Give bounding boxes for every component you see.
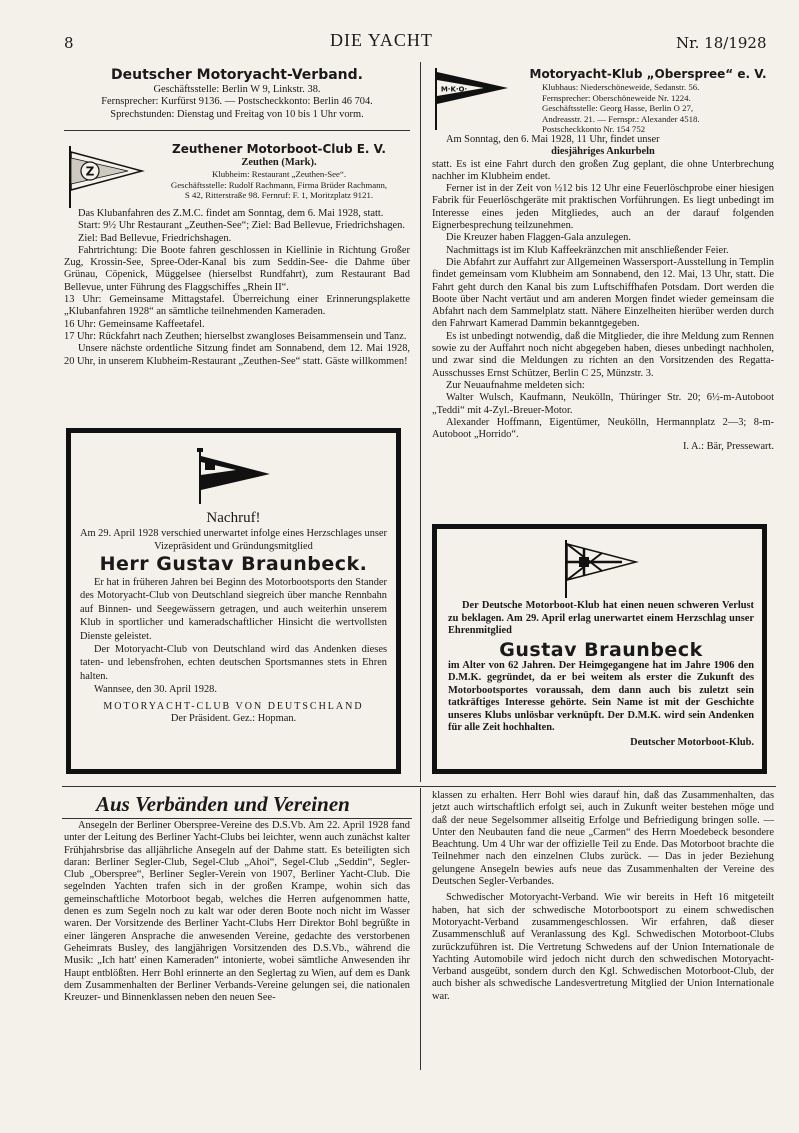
- zmc-paragraph: 17 Uhr: Rückfahrt nach Zeuthen; hierselbst zwangloses Beisammensein und Tanz.: [64, 330, 407, 342]
- zmc-paragraph: Fahrtrichtung: Die Boote fahren geschlossen in Kiellinie in Richtung Großer Zug, Krossin-See, Spree-Oder-Kanal bis zum Seddin-See- die Dahme über Grünau, Cöpenick, Müggelsee (hierselbst Rundfahrt), zum Restaurant Bad Bellevue, unter Führung des Flaggschiffes „Rhein II“.: [64, 244, 410, 293]
- zmc-header: [148, 142, 410, 201]
- obituary-intro: Am 29. April 1928 verschied unerwartet infolge eines Herzschlages unser Vizepräsident und Gründungsmitglied: [80, 528, 388, 552]
- zmc-subtitle: Zeuthen (Mark).: [241, 157, 317, 168]
- obituary-sign: Deutscher Motorboot-Klub.: [630, 736, 754, 748]
- dmv-hours: Sprechstunden: Dienstag und Freitag von 10 bis 1 Uhr vorm.: [110, 108, 364, 120]
- obituary-mcd-body: [80, 508, 387, 726]
- mko-paragraph: Am Sonntag, den 6. Mai 1928, 11 Uhr, findet unser: [446, 134, 660, 145]
- obituary-date: Wannsee, den 30. April 1928.: [94, 684, 217, 696]
- mko-paragraph: Ferner ist in der Zeit von ½12 bis 12 Uhr eine Feuerlöschprobe einer hiesigen Fabrik für Feuerlöschgeräte mit praktischen Vorführungen. Es liegt unbedingt im Interesse eines jeden Mitgliedes, auch an der darauf folgenden Eignerbesprechung teilzunehmen.: [432, 183, 774, 232]
- mko-paragraph: Zur Neuaufnahme meldeten sich:: [446, 379, 585, 391]
- mko-body: [432, 134, 774, 454]
- zmc-office: Geschäftsstelle: Rudolf Rachmann, Firma Brüder Rachmann,: [170, 179, 388, 190]
- zmc-paragraph: Das Klubanfahren des Z.M.C. findet am Sonntag, dem 6. Mai 1928, statt.: [78, 208, 384, 219]
- mko-paragraph: Die Abfahrt zur Auffahrt zur Allgemeinen Wassersport-Ausstellung in Templin findet gemeinsam vom Klubheim am Sonnabend, den 12. Mai, 13 Uhr, statt. Die Fahrt geht durch den Kanal bis zum Luftschiffhafen Potsdam. Dort werden die Boote über Nacht vertäut und am anderen Morgen findet wieder gemeinsam die Abfahrt nach dem Sammelplatz statt. Nähere Einzelheiten hierüber werden durch den Fahrwart Kamerad Dammin bekanntgegeben.: [432, 256, 774, 330]
- zmc-paragraph: Start: 9½ Uhr Restaurant „Zeuthen-See“; Ziel: Bad Bellevue, Friedrichshagen.: [78, 220, 405, 232]
- zmc-paragraph: 13 Uhr: Gemeinsame Mittagstafel. Überreichung einer Erinnerungsplakette „Klubanfahren 1928“ an sämtliche teilnehmenden Kameraden.: [64, 294, 410, 318]
- mko-paragraph: Walter Wulsch, Kaufmann, Neukölln, Thüringer Str. 20; 6½-m-Autoboot „Teddi“ mit 4-Zyl.-Breuer-Motor.: [432, 392, 774, 416]
- column-divider: [420, 788, 421, 1070]
- page-title: DIE YACHT: [330, 30, 433, 50]
- mko-paragraph: Alexander Hoffmann, Eigentümer, Neukölln, Hermannplatz 2—3; 8-m-Autoboot „Horrido“.: [432, 416, 774, 441]
- obituary-intro: Der Deutsche Motorboot-Klub hat einen neuen schweren Verlust zu beklagen. Am 29. April erlag unerwartet einem Herzschlag unser Ehrenmitglied: [448, 600, 754, 636]
- mko-pennant-icon: [432, 68, 512, 130]
- zmc-contact: S 42, Ritterstraße 98. Fernruf: F. 1, Moritzplatz 9121.: [184, 190, 374, 201]
- section-heading: Aus Verbänden und Vereinen: [96, 792, 350, 816]
- verbaende-right-column: [432, 790, 774, 1003]
- mko-flag-text: M·K·O·: [440, 85, 468, 94]
- mko-paragraph: Es ist unbedingt notwendig, daß die Mitglieder, die ihre Meldung zum Rennen sowie zu der Auffahrt noch nicht abgegeben haben, dieses unbedingt nachholen, und zwar sind die Meldungen zu richten an den Vorsitzenden des Regatta-Ausschusses Ernst Schützer, Berlin C 25, Münzstr. 3.: [432, 330, 774, 379]
- section-rule: [62, 786, 776, 787]
- obituary-sign: Der Präsident. Gez.: Hopman.: [170, 713, 297, 725]
- zmc-clubhouse: Klubheim: Restaurant „Zeuthen-See“.: [211, 169, 347, 180]
- obituary-name: Gustav Braunbeck: [499, 638, 703, 661]
- zmc-flag-letter: Z: [85, 164, 95, 179]
- obituary-org: MOTORYACHT-CLUB VON DEUTSCHLAND: [103, 701, 364, 713]
- mko-sign: I. A.: Bär, Pressewart.: [682, 441, 774, 453]
- page-number: 8: [64, 34, 74, 52]
- dmv-phone: Fernsprecher: Kurfürst 9136. — Postscheckkonto: Berlin 46 704.: [101, 96, 373, 108]
- obituary-paragraph: im Alter von 62 Jahren. Der Heimgegangene hat im Jahre 1906 den D.M.K. gegründet, da er bei weitem als erster die Zukunft des Motorbootsportes voraussah, dem dann auch bis zuletzt sein tatkräftiges Interesse gehörte. Sein Name ist mit der Geschichte unseres Klubs unlösbar verknüpft. Der D.M.K. wird sein Andenken für alle Zeit hochhalten.: [448, 659, 754, 734]
- mko-paragraph: statt. Es ist eine Fahrt durch den großen Zug geplant, die ohne Unterbrechung nachher im Klubheim endet.: [432, 158, 774, 182]
- dmv-address: Geschäftsstelle: Berlin W 9, Linkstr. 38.: [153, 84, 321, 95]
- mko-address: Andreasstr. 21. — Fernspr.: Alexander 4518.: [542, 113, 700, 124]
- dmv-section: [62, 66, 412, 121]
- mko-header: [520, 66, 776, 135]
- mko-title: Motoryacht-Klub „Oberspree“ e. V.: [529, 67, 767, 81]
- zmc-paragraph: 16 Uhr: Gemeinsame Kaffeetafel.: [64, 318, 205, 330]
- zmc-pennant-icon: [66, 146, 146, 208]
- dmk-pennant-icon: [562, 540, 640, 598]
- obituary-paragraph: Er hat in früheren Jahren bei Beginn des Motorbootsports den Stander des Motoryacht-Club von Deutschland siegreich über manche Rennbahn auf Binnen- und Seegewässern getragen, und auch weiterhin unserem Klub in sportlicher und kameradschaftlicher Hinsicht die wertvollsten Dienste geleistet.: [80, 576, 387, 642]
- obituary-dmk-body: [448, 600, 754, 749]
- mko-phone: Fernsprecher: Oberschöneweide Nr. 1224.: [542, 92, 691, 103]
- issue-number: Nr. 18/1928: [676, 34, 767, 52]
- ansegeln-article: Ansegeln der Berliner Oberspree-Vereine des D.S.Vb. Am 22. April 1928 fand unter der Leitung des Berliner Yacht-Clubs bei leichter, wenn auch zunächst kalter Frühjahrsbrise das alljährliche Ansegeln auf der Dahme statt. Es beteiligten sich daran: Berliner Segler-Club, Segel-Club „Ahoi“, Segel-Club „Seddin“, Segler-Club „Oberspree“, Berliner Segler-Verein von 1907, Berliner Yacht-Club. Die segelnden Yachten trafen sich in der großen Krampe, wohin sich das gemeinschaftliche Motorboot begab, welches die Herren aufgenommen hatte, denen es zum Segeln noch zu kalt war oder deren Boote noch nicht im Wasser waren. Der Vorsitzende des Berliner Yacht-Clubs Herr Direktor Bohl begrüßte in einer längeren Ansprache die anwesenden Vereine, gedachte des verstorbenen Geheimrats Busley, des langjährigen Vorsitzenden des D.S.Vb., während die Musik: „Ich hatt' einen Kameraden“ intonierte, wobei sämtliche Anwesenden ihr Haupt entblößten. Herr Bohl erinnerte an den Seglertag zu Wien, auf dem es Dank dem Zusammenhalten der Berliner Verbands-Vereine gelungen sei, die nationalen Kreuzer- und Binnenklassen neben den neuen See-: [64, 820, 410, 1004]
- obituary-name: Herr Gustav Braunbeck.: [99, 552, 368, 575]
- mko-paragraph: Nachmittags ist im Klub Kaffeekränzchen mit anschließender Feier.: [446, 244, 729, 256]
- mko-paragraph: Die Kreuzer haben Flaggen-Gala anzulegen.: [446, 232, 631, 244]
- zmc-paragraph: Ziel: Bad Bellevue, Friedrichshagen.: [78, 232, 232, 244]
- obituary-paragraph: Der Motoryacht-Club von Deutschland wird das Andenken dieses taten- und lebensfrohen, echten deutschen Sportsmannes stets in Ehren halten.: [80, 643, 387, 682]
- mko-clubhouse: Klubhaus: Niederschöneweide, Sedanstr. 56.: [542, 82, 700, 92]
- divider-rule: [64, 130, 410, 131]
- mcd-pennant-icon: [196, 448, 274, 504]
- zmc-body: [64, 208, 410, 368]
- mko-office: Geschäftsstelle: Georg Hasse, Berlin O 27,: [542, 103, 694, 113]
- zmc-title: Zeuthener Motorboot-Club E. V.: [172, 142, 386, 156]
- obituary-heading: Nachruf!: [206, 510, 261, 526]
- ansegeln-article-cont: klassen zu erhalten. Herr Bohl wies darauf hin, daß das Zusammenhalten, das jetzt auch wirtschaftlich erfolgt sei, auch in Zukunft weiter bestehen möge und daß der neue Segelsommer allseitig Erfolge und Befriedigung bringen solle. — Unter den Neubauten fand die neue „Carmen“ des Herrn Moedebeck besondere Beachtung. Um 4 Uhr war der offizielle Teil zu Ende. Das Motorboot brachte die Teilnehmer nach den einzelnen Clubs zurück. — Das in jeder Beziehung gelungene Ansegeln bewies aufs neue das Zusammenhalten der Vereine des Deutschen Segler-Verbandes.: [432, 790, 774, 888]
- mko-account: Postscheckkonto Nr. 154 752: [542, 124, 646, 134]
- section-rule: [62, 818, 412, 819]
- zmc-paragraph: Unsere nächste ordentliche Sitzung findet am Sonnabend, dem 12. Mai 1928, 20 Uhr, in unserem Klubheim-Restaurant „Zeuthen-See“ statt. Gäste willkommen!: [64, 343, 410, 367]
- dmv-title: Deutscher Motoryacht-Verband.: [111, 67, 363, 83]
- schwedischer-article: Schwedischer Motoryacht-Verband. Wie wir bereits in Heft 16 mitgeteilt haben, hat sich der schwedische Motorbootsport zu einem schwedischen Motoryacht-Verband zusammengeschlossen. Wir erfahren, daß dieser Zusammenschluß auf Veranlassung des Kgl. Schwedischen Motorboot-Clubs zurückzuführen ist. Die Vertretung Schwedens auf der Union Internationale de Yachting Automobile wird jedoch nicht durch den schwedischen Motoryacht-Verband ausgeübt, sondern durch den Kgl. Schwedischen Motorboot-Club, der auch bisher als schwedische Landesvertretung Mitglied der Union Internationale war.: [432, 892, 774, 1002]
- column-divider: [420, 62, 421, 782]
- mko-event: diesjähriges Ankurbeln: [551, 146, 655, 158]
- verbaende-left-column: [64, 820, 410, 1004]
